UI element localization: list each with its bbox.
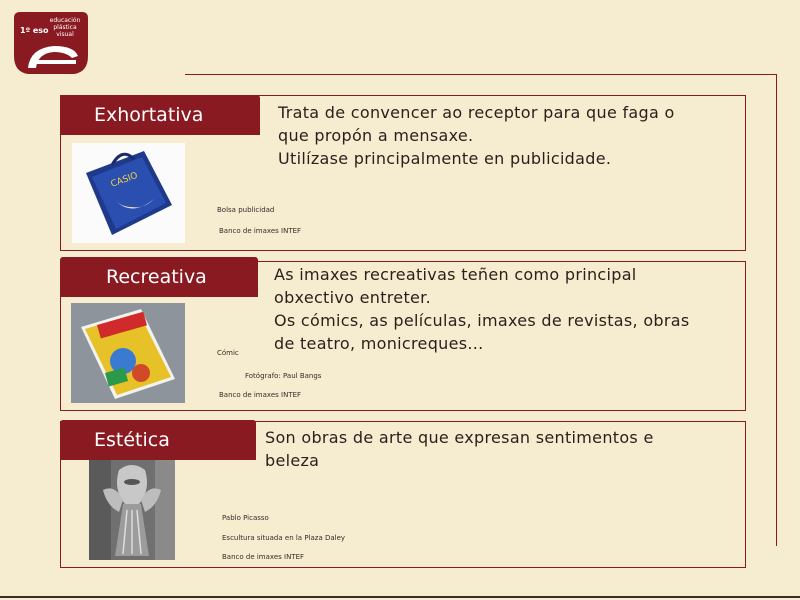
frame-right-line — [776, 74, 777, 546]
logo-grade: 1º eso — [20, 26, 49, 35]
section-title-exhortativa: Exhortativa — [60, 95, 260, 135]
caption-line: Cómic — [217, 349, 239, 357]
section-text-exhortativa: Trata de convencer ao receptor para que faga o que propón a mensaxe. Utilízase principalmente en publicidade. — [278, 103, 675, 168]
bolsa-publicidad-image — [72, 143, 185, 243]
picasso-sculpture-image — [89, 460, 175, 560]
comic-image — [71, 303, 185, 403]
caption-line: Bolsa publicidad — [217, 206, 275, 214]
frame-top-line — [185, 74, 777, 75]
caption-line: Banco de imaxes INTEF — [219, 391, 302, 399]
section-text-recreativa: As imaxes recreativas teñen como principal obxectivo entreter. Os cómics, as películas, imaxes de revistas, obras de teatro, monicreques... — [274, 265, 690, 353]
section-title-recreativa: Recreativa — [60, 257, 258, 297]
caption-line: Banco de imaxes INTEF — [219, 227, 302, 235]
caption-line: Pablo Picasso — [222, 514, 269, 522]
svg-text:CASIO: CASIO — [109, 170, 140, 190]
logo-subject: educación plástica visual — [49, 17, 81, 38]
frame-bottom-line — [0, 596, 800, 598]
caption-line: Banco de imaxes INTEF — [222, 553, 305, 561]
section-text-estetica: Son obras de arte que expresan sentimentos e beleza — [265, 428, 654, 470]
caption-line: Fotógrafo: Paul Bangs — [245, 372, 322, 380]
caption-line: Escultura situada en la Plaza Daley — [222, 534, 346, 542]
logo — [14, 12, 88, 74]
section-title-estetica: Estética — [60, 420, 256, 460]
